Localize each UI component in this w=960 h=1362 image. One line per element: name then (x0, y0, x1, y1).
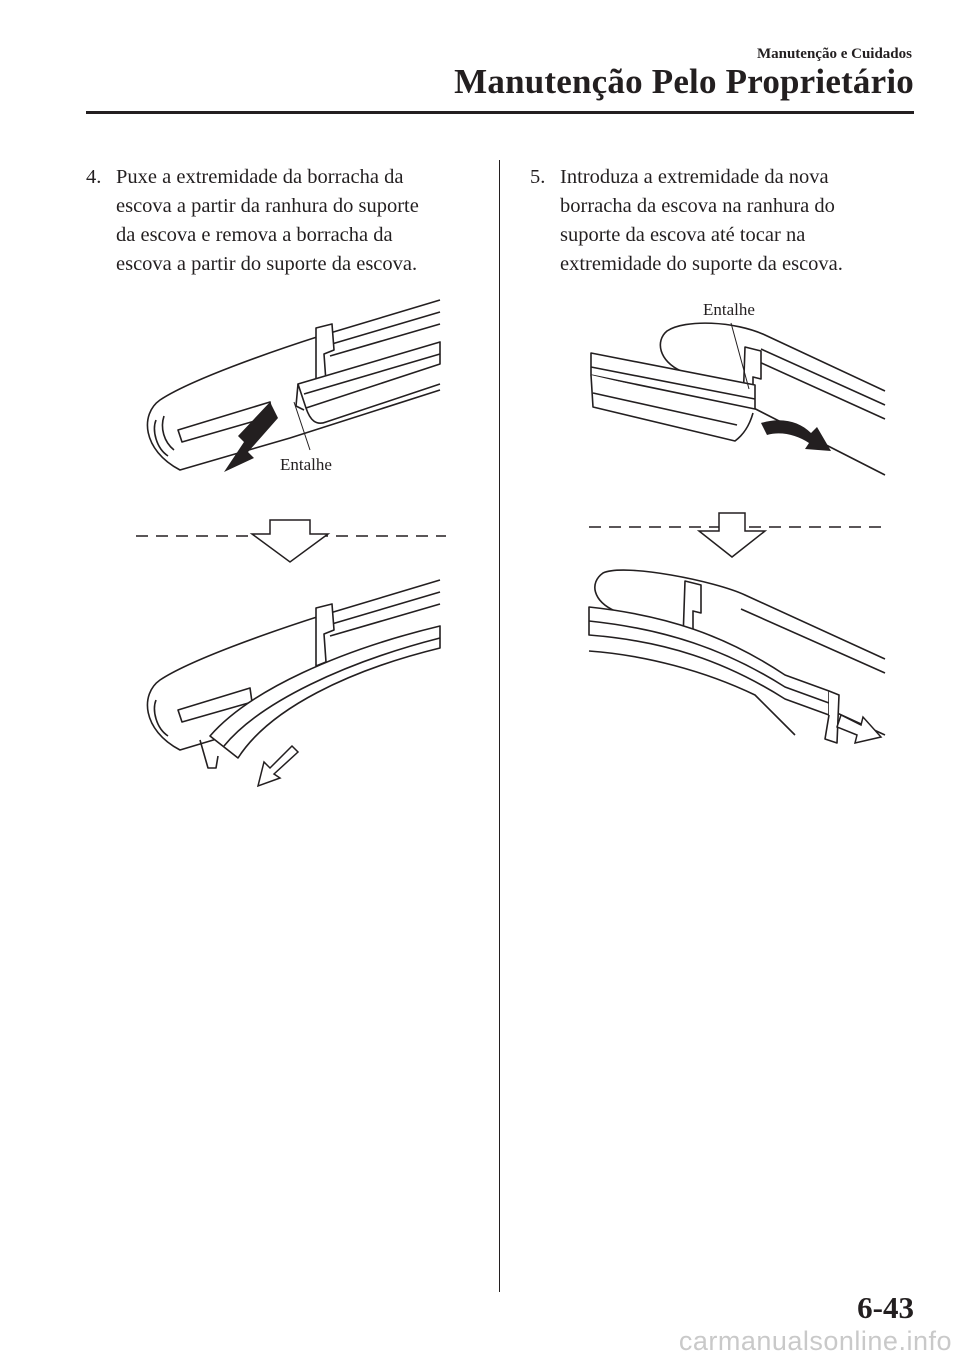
step-number: 5. (530, 166, 546, 188)
wiper-removal-illustration (120, 290, 460, 790)
step-line: borracha da escova na ranhura do (560, 195, 835, 217)
section-title: Manutenção e Cuidados (756, 46, 912, 62)
step-text (560, 163, 843, 279)
step-line: Introduza a extremidade da nova (560, 166, 829, 188)
page-title: Manutenção Pelo Proprietário (454, 62, 914, 101)
notch-label: Entalhe (703, 300, 755, 319)
step-line: Puxe a extremidade da borracha da (116, 166, 404, 188)
watermark: carmanualsonline.info (678, 1326, 952, 1356)
column-divider (499, 160, 500, 1292)
page-number: 6-43 (857, 1290, 914, 1325)
step-line: escova a partir do suporte da escova. (116, 253, 418, 275)
notch-label: Entalhe (280, 455, 332, 474)
step-line: extremidade do suporte da escova. (560, 253, 843, 275)
wiper-install-illustration (585, 295, 895, 785)
step-line: escova a partir da ranhura do suporte (116, 195, 419, 217)
step-text (116, 163, 419, 279)
step-line: da escova e remova a borracha da (116, 224, 393, 246)
step-number: 4. (86, 166, 102, 188)
header-rule (86, 111, 914, 114)
step-line: suporte da escova até tocar na (560, 224, 806, 246)
